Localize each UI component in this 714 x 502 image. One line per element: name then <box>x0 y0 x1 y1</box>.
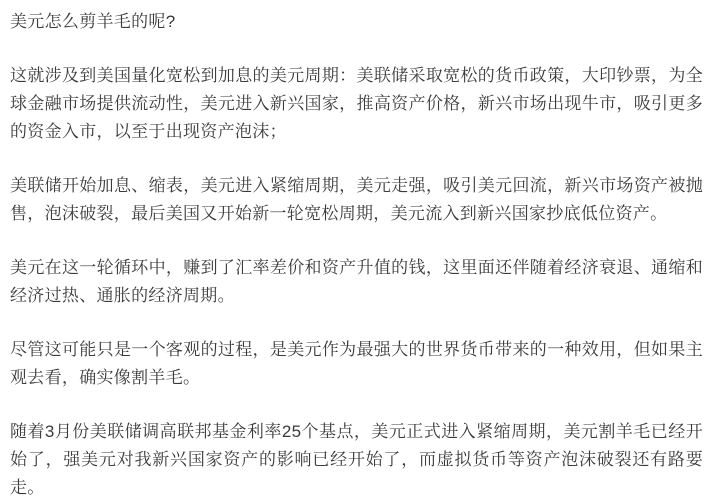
article-paragraph-profit-cycle: 美元在这一轮循环中，赚到了汇率差价和资产升值的钱，这里面还伴随着经济衰退、通缩和经济过热、通胀的经济周期。 <box>10 258 703 305</box>
article-paragraph-tightening: 美联储开始加息、缩表，美元进入紧缩周期，美元走强，吸引美元回流，新兴市场资产被抛售，泡沫破裂，最后美国又开始新一轮宽松周期，美元流入到新兴国家抄底低位资产。 <box>10 176 703 223</box>
article-paragraph-dollar-cycle: 这就涉及到美国量化宽松到加息的美元周期：美联储采取宽松的货币政策，大印钞票，为全球金融市场提供流动性，美元进入新兴国家，推高资产价格，新兴市场出现牛市，吸引更多的资金入市，以至于出现资产泡沫； <box>10 66 703 141</box>
article-title: 美元怎么剪羊毛的呢? <box>10 12 176 31</box>
article-paragraph-objective-process: 尽管这可能只是一个客观的过程，是美元作为最强大的世界货币带来的一种效用，但如果主观去看，确实像割羊毛。 <box>10 340 703 387</box>
article-paragraph-rate-hike: 随着3月份美联储调高联邦基金利率25个基点，美元正式进入紧缩周期，美元割羊毛已经开始了，强美元对我新兴国家资产的影响已经开始了，而虚拟货币等资产泡沫破裂还有路要走。 <box>10 422 703 497</box>
